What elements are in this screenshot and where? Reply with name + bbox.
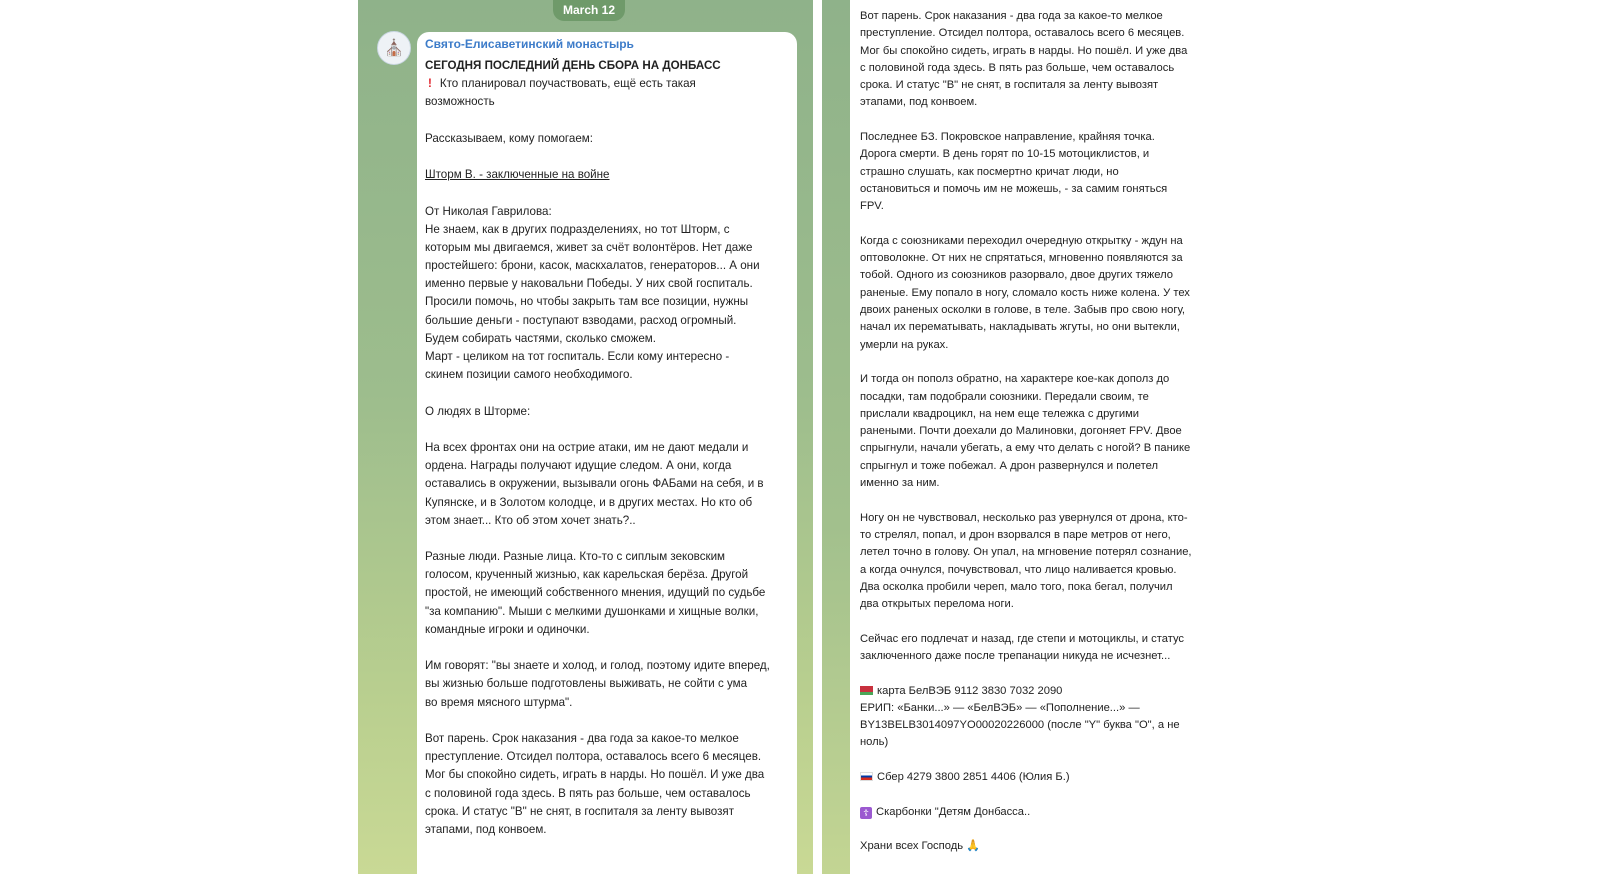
text-content: Сбер 4279 3800 2851 4406 (Юлия Б.) [877, 771, 1070, 784]
text-line [860, 302, 1192, 319]
text-line [860, 337, 1192, 354]
text-content: И тогда он пополз обратно, на характере кое-как дополз до [860, 373, 1170, 386]
channel-name-link[interactable]: Свято-Елисаветинский монастырь [425, 37, 634, 51]
text-line [425, 694, 770, 712]
text-content: Купянске, и в Золотом колодце, и в других местах. Но кто об [425, 495, 753, 509]
text-content: голосом, крученный жизнью, как карельская берёза. Другой [425, 568, 749, 582]
text-content: этом знает... Кто об этом хочет знать?.. [425, 513, 636, 527]
text-line [425, 657, 770, 675]
text-line [860, 717, 1192, 734]
text-line [425, 293, 770, 311]
text-line [860, 77, 1192, 94]
chat-background-strip [822, 0, 850, 874]
text-content: Разные люди. Разные лица. Кто-то с сиплым зековским [425, 550, 726, 564]
text-line [860, 683, 1192, 700]
message-bubble [417, 32, 797, 874]
text-line [860, 233, 1192, 250]
text-content: страшно слушать, как посмертно кричат люди, но [860, 165, 1119, 178]
chat-panel-right [822, 0, 1210, 874]
text-content: начал их перематывать, накладывать жгуты, но они вытекли, [860, 321, 1180, 334]
text-line [860, 371, 1192, 388]
text-content: Не знаем, как в других подразделениях, но тот Шторм, с [425, 222, 730, 236]
text-line [425, 712, 770, 730]
text-content: два открытых перелома ноги. [860, 598, 1014, 611]
text-line [425, 730, 770, 748]
text-line [860, 267, 1192, 284]
text-content: Будем собирать частями, сколько сможем. [425, 331, 656, 345]
text-content: BY13BELB3014097YO00020226000 (после "Y" буква "О", а не [860, 719, 1180, 732]
text-content: Два осколка пробили череп, мало того, пока бегал, получил [860, 580, 1173, 593]
text-content: ордена. Награды получают идущие следом. А они, когда [425, 459, 732, 473]
text-line [860, 94, 1192, 111]
text-line [425, 785, 770, 803]
text-content: то стрелял, попал, и дрон взорвался в паре метров от него, [860, 528, 1171, 541]
text-content: вы жизнью больше подготовлены выживать, не сойти с ума [425, 677, 748, 691]
text-line [425, 675, 770, 693]
orthodox-cross-icon: ☦ [860, 807, 872, 819]
text-content: спрыгнул и тоже побежал. А дрон развернулся и полетел [860, 459, 1159, 472]
text-content: спрыгнули, начали убегать, а ему что делать с ногой? В панике [860, 442, 1191, 455]
text-line [425, 803, 770, 821]
text-content: Просили помочь, но чтобы закрыть там все позиции, нужны [425, 295, 749, 309]
text-line [425, 184, 770, 202]
text-content: Рассказываем, кому помогаем: [425, 131, 593, 145]
text-content: скинем позиции самого необходимого. [425, 368, 633, 382]
text-content: срока. И статус "В" не снят, в госпиталя за ленту вывозят [425, 804, 735, 818]
message-text-continued [860, 8, 1192, 856]
text-line [860, 250, 1192, 267]
text-content: простой, не имеющий собственного мнения, идущий по судьбе [425, 586, 766, 600]
text-content: прислали квадроцикл, на нем еще тележка с другими [860, 407, 1140, 420]
text-link[interactable]: Шторм В. - заключенные на войне [425, 168, 610, 182]
text-content: оптоволокне. От них не спрятаться, мгновенно появляются за [860, 252, 1183, 265]
text-content: которым мы двигаемся, живет за счёт волонтёров. Нет даже [425, 240, 753, 254]
text-line [425, 821, 770, 839]
text-content: с половиной года здесь. В пять раз больше, чем оставалось [860, 61, 1175, 74]
text-line [860, 406, 1192, 423]
text-content: "за компанию". Мыши с мелкими душонками и хищные волки, [425, 604, 759, 618]
text-line [425, 57, 770, 75]
text-line [860, 769, 1192, 786]
text-line [860, 665, 1192, 682]
text-content: именно за ним. [860, 477, 940, 490]
text-content: Мог бы спокойно сидеть, играть в нарды. Но пошёл. И уже два [425, 768, 765, 782]
text-content: заключенного даже после трепанации никуда не исчезнет... [860, 649, 1171, 662]
text-content: летел точно в голову. Он упал, на мгновение потерял сознание, [860, 546, 1192, 559]
text-line [860, 458, 1192, 475]
text-line [425, 475, 770, 493]
text-line [860, 786, 1192, 803]
text-content: посадки, там подобрали союзники. Передали своим, те [860, 390, 1149, 403]
text-line [860, 8, 1192, 25]
text-line [425, 621, 770, 639]
text-line [425, 239, 770, 257]
text-line [425, 584, 770, 602]
text-line [860, 510, 1192, 527]
text-line [425, 130, 770, 148]
text-line [860, 129, 1192, 146]
text-line [860, 25, 1192, 42]
text-content: умерли на руках. [860, 338, 949, 351]
text-line [425, 603, 770, 621]
text-content: От Николая Гаврилова: [425, 204, 552, 218]
message-text [425, 57, 770, 839]
text-content: а когда очнулся, почувствовал, что лицо наливается кровью. [860, 563, 1177, 576]
text-content: карта БелВЭБ 9112 3830 7032 2090 [877, 684, 1063, 697]
text-content: ранеными. Почти доехали до Малиновки, догоняет FPV. Двое [860, 425, 1182, 438]
text-line [425, 312, 770, 330]
exclamation-icon: ! [428, 77, 432, 91]
russia-flag-icon [860, 772, 873, 781]
text-content: возможность [425, 95, 495, 109]
text-line [860, 579, 1192, 596]
channel-avatar[interactable] [377, 31, 411, 65]
text-line [425, 112, 770, 130]
text-line [860, 60, 1192, 77]
text-line [860, 734, 1192, 751]
text-line [425, 148, 770, 166]
text-content: Вот парень. Срок наказания - два года за какое-то мелкое [425, 731, 739, 745]
text-content: оставались в окружении, вызывали огонь ФАБами на себя, и в [425, 477, 764, 491]
text-line [860, 146, 1192, 163]
belarus-flag-icon [860, 686, 873, 695]
text-content: Вот парень. Срок наказания - два года за какое-то мелкое [860, 10, 1163, 22]
text-line [860, 752, 1192, 769]
text-content: FPV. [860, 200, 884, 213]
text-content: О людях в Шторме: [425, 404, 531, 418]
text-line [425, 566, 770, 584]
text-content: этапами, под конвоем. [425, 822, 547, 836]
text-content: этапами, под конвоем. [860, 96, 978, 109]
text-line [425, 639, 770, 657]
text-content: Им говорят: "вы знаете и холод, и голод, поэтому идите вперед, [425, 659, 770, 673]
text-line [425, 384, 770, 402]
text-content: На всех фронтах они на острие атаки, им не дают медали и [425, 440, 749, 454]
text-line [860, 285, 1192, 302]
text-content: раненые. Ему попало в ногу, сломало кость ниже колена. У тех [860, 286, 1190, 299]
text-line [425, 494, 770, 512]
text-line [860, 112, 1192, 129]
text-line [860, 527, 1192, 544]
text-line [860, 216, 1192, 233]
text-line [425, 530, 770, 548]
text-content: именно первые у наковальни Победы. У них свой госпиталь. [425, 277, 753, 291]
text-line [425, 766, 770, 784]
text-content: Дорога смерти. В день горят по 10-15 мотоциклистов, и [860, 148, 1150, 161]
text-content: Последнее БЗ. Покровское направление, крайняя точка. [860, 131, 1155, 144]
text-line [860, 596, 1192, 613]
text-line [425, 748, 770, 766]
text-content: во время мясного штурма". [425, 695, 573, 709]
text-content: СЕГОДНЯ ПОСЛЕДНИЙ ДЕНЬ СБОРА НА ДОНБАСС [425, 59, 721, 72]
text-line [425, 421, 770, 439]
text-content: тобой. Одного из союзников разорвало, двое других тяжело [860, 269, 1173, 282]
text-content: преступление. Отсидел полтора, оставалось всего 6 месяцев. [860, 27, 1185, 40]
text-content: Когда с союзниками переходил очередную открытку - ждун на [860, 234, 1183, 247]
text-line [860, 631, 1192, 648]
text-line [860, 354, 1192, 371]
text-content: большие деньги - поступают взводами, расход огромный. [425, 313, 737, 327]
text-line [425, 348, 770, 366]
text-content: командные игроки и одиночки. [425, 622, 590, 636]
text-line [860, 804, 1192, 821]
text-line [860, 164, 1192, 181]
chat-panel-left [358, 0, 813, 874]
text-line [425, 203, 770, 221]
text-content: Ногу он не чувствовал, несколько раз увернулся от дрона, кто- [860, 511, 1188, 524]
text-line [425, 257, 770, 275]
text-line [425, 330, 770, 348]
text-content: простейшего: брони, касок, маскхалатов, генераторов... А они [425, 259, 760, 273]
text-content: преступление. Отсидел полтора, оставалось всего 6 месяцев. [425, 750, 762, 764]
text-content: с половиной года здесь. В пять раз больше, чем оставалось [425, 786, 751, 800]
text-content: Март - целиком на тот госпиталь. Если кому интересно - [425, 350, 730, 363]
text-content: двоих раненых осколки в голове, в теле. Забыв про свою ногу, [860, 304, 1186, 317]
text-line [425, 439, 770, 457]
text-line [425, 366, 770, 384]
text-line [860, 181, 1192, 198]
text-line [425, 403, 770, 421]
text-line [425, 93, 770, 111]
monastery-logo-icon: ⛪ [384, 40, 404, 57]
text-line [425, 75, 770, 93]
text-content: Храни всех Господь 🙏 [860, 840, 981, 853]
text-line [860, 319, 1192, 336]
text-content: Сейчас его подлечат и назад, где степи и мотоциклы, и статус [860, 632, 1185, 645]
text-line [425, 275, 770, 293]
text-content: Мог бы спокойно сидеть, играть в нарды. Но пошёл. И уже два [860, 44, 1188, 57]
text-line [860, 544, 1192, 561]
text-content: ЕРИП: «Банки...» — «БелВЭБ» — «Пополнение...» — [860, 701, 1140, 714]
text-line [860, 838, 1192, 855]
text-content: Кто планировал поучаствовать, ещё есть такая [439, 77, 696, 91]
text-line [860, 648, 1192, 665]
text-line [860, 562, 1192, 579]
text-line [860, 821, 1192, 838]
text-line [860, 475, 1192, 492]
text-line [860, 423, 1192, 440]
text-line [860, 389, 1192, 406]
text-content: Скарбонки "Детям Донбасса.. [876, 805, 1031, 818]
text-line [860, 492, 1192, 509]
text-content: срока. И статус "В" не снят, в госпиталя за ленту вывозят [860, 79, 1159, 92]
text-content: ноль) [860, 736, 889, 749]
text-line [860, 613, 1192, 630]
text-line [860, 440, 1192, 457]
text-line [425, 221, 770, 239]
text-line [425, 548, 770, 566]
date-badge: March 12 [553, 0, 625, 21]
text-line [425, 457, 770, 475]
text-line [860, 198, 1192, 215]
text-line [425, 512, 770, 530]
text-line [425, 166, 770, 184]
text-line [860, 43, 1192, 60]
text-line [860, 700, 1192, 717]
text-content: остановиться и помочь им не можешь, - за самим гоняться [860, 182, 1168, 195]
